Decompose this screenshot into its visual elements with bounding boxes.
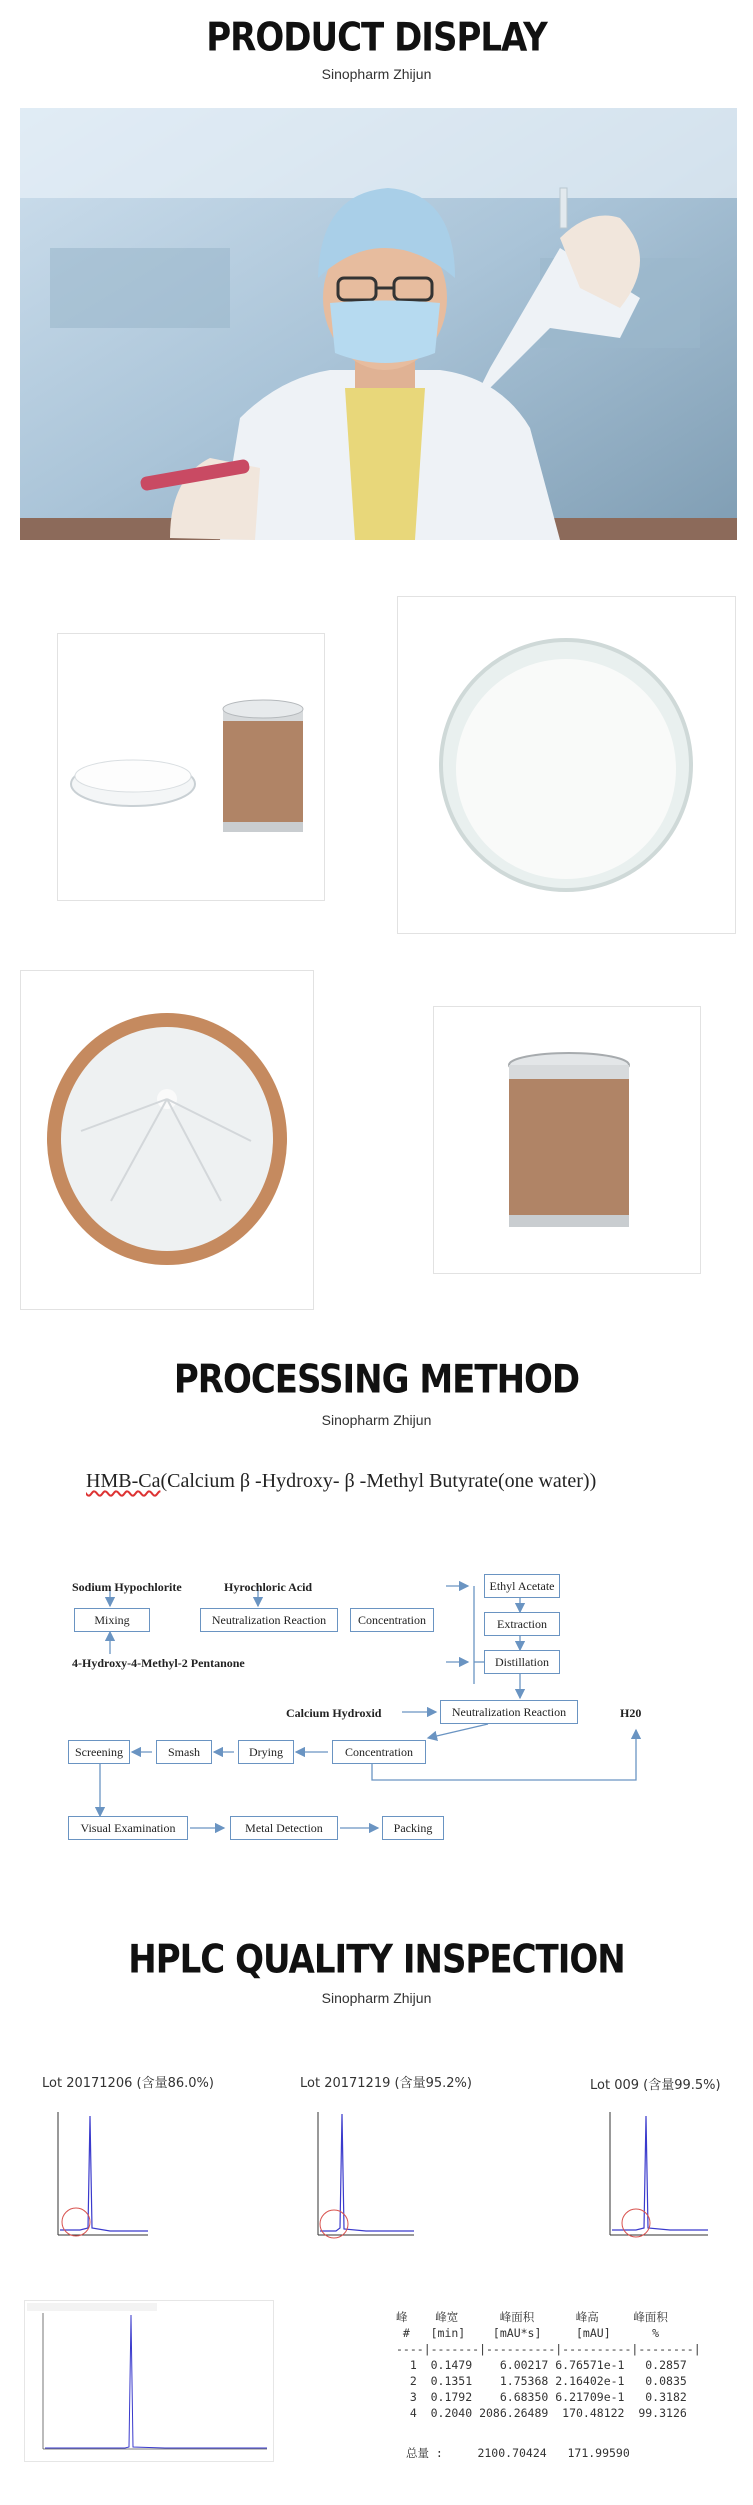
peak-table-total: 总量 : 2100.70424 171.99590	[406, 2446, 630, 2460]
processing-heading-rest: (Calcium β -Hydroxy- β -Methyl Butyrate(one water))	[160, 1470, 597, 1492]
section-title-product-display: PRODUCT DISPLAY	[206, 15, 547, 61]
flow-box-distillation: Distillation	[484, 1650, 560, 1674]
lot-label-2: Lot 20171219 (含量95.2%)	[300, 2076, 472, 2091]
peak-table-divider: ----|-------|----------|----------|--------|	[396, 2342, 701, 2356]
processing-heading-prefix: HMB-Ca	[86, 1470, 161, 1492]
flow-label-sodium-hypochlorite: Sodium Hypochlorite	[72, 1580, 182, 1594]
flow-box-extraction: Extraction	[484, 1612, 560, 1636]
flow-box-metal-detection: Metal Detection	[230, 1816, 338, 1840]
peak-table-row: 3 0.1792 6.68350 6.21709e-1 0.3182	[396, 2390, 687, 2404]
flow-label-h2o: H20	[620, 1706, 642, 1720]
product-image-powder-dish	[397, 596, 736, 934]
process-flow-diagram	[0, 1560, 753, 1900]
peak-table-header-2: # [min] [mAU*s] [mAU] %	[396, 2326, 660, 2340]
flow-box-visual-examination: Visual Examination	[68, 1816, 188, 1840]
chromatogram-lot-3	[600, 2110, 710, 2245]
chromatogram-large	[24, 2300, 274, 2462]
product-image-dish-and-drum	[57, 633, 325, 901]
peak-table-row: 2 0.1351 1.75368 2.16402e-1 0.0835	[396, 2374, 687, 2388]
section-subtitle: Sinopharm Zhijun	[321, 66, 432, 82]
peak-table-row: 4 0.2040 2086.26489 170.48122 99.3126	[396, 2406, 687, 2420]
lot-label-3: Lot 009 (含量99.5%)	[590, 2078, 721, 2093]
flow-box-concentration-2: Concentration	[332, 1740, 426, 1764]
processing-heading	[86, 1470, 596, 1493]
flow-box-screening: Screening	[68, 1740, 130, 1764]
section-subtitle: Sinopharm Zhijun	[321, 1412, 432, 1428]
flow-box-neutralization-reaction-2: Neutralization Reaction	[440, 1700, 578, 1724]
flow-box-ethyl-acetate: Ethyl Acetate	[484, 1574, 560, 1598]
flow-box-packing: Packing	[382, 1816, 444, 1840]
flow-label-hydrochloric-acid: Hyrochloric Acid	[224, 1580, 313, 1594]
peak-table-header-1: 峰 峰宽 峰面积 峰高 峰面积	[396, 2310, 668, 2324]
flow-label-pentanone: 4-Hydroxy-4-Methyl-2 Pentanone	[72, 1656, 245, 1670]
flow-box-drying: Drying	[238, 1740, 294, 1764]
flow-label-calcium-hydroxid: Calcium Hydroxid	[286, 1706, 382, 1720]
section-title-processing-method: PROCESSING METHOD	[173, 1357, 580, 1403]
flow-box-smash: Smash	[156, 1740, 212, 1764]
scientist-photo	[20, 108, 737, 540]
section-subtitle: Sinopharm Zhijun	[321, 1990, 432, 2006]
flow-box-neutralization-reaction: Neutralization Reaction	[200, 1608, 338, 1632]
peak-table-row: 1 0.1479 6.00217 6.76571e-1 0.2857	[396, 2358, 687, 2372]
chromatogram-lot-1	[50, 2110, 150, 2245]
product-image-drum-top-view	[20, 970, 314, 1310]
flow-box-mixing: Mixing	[74, 1608, 150, 1632]
lot-label-1: Lot 20171206 (含量86.0%)	[42, 2076, 214, 2091]
product-image-drum	[433, 1006, 701, 1274]
flow-box-concentration: Concentration	[350, 1608, 434, 1632]
section-title-hplc: HPLC QUALITY INSPECTION	[128, 1937, 625, 1983]
chromatogram-lot-2	[306, 2110, 416, 2245]
